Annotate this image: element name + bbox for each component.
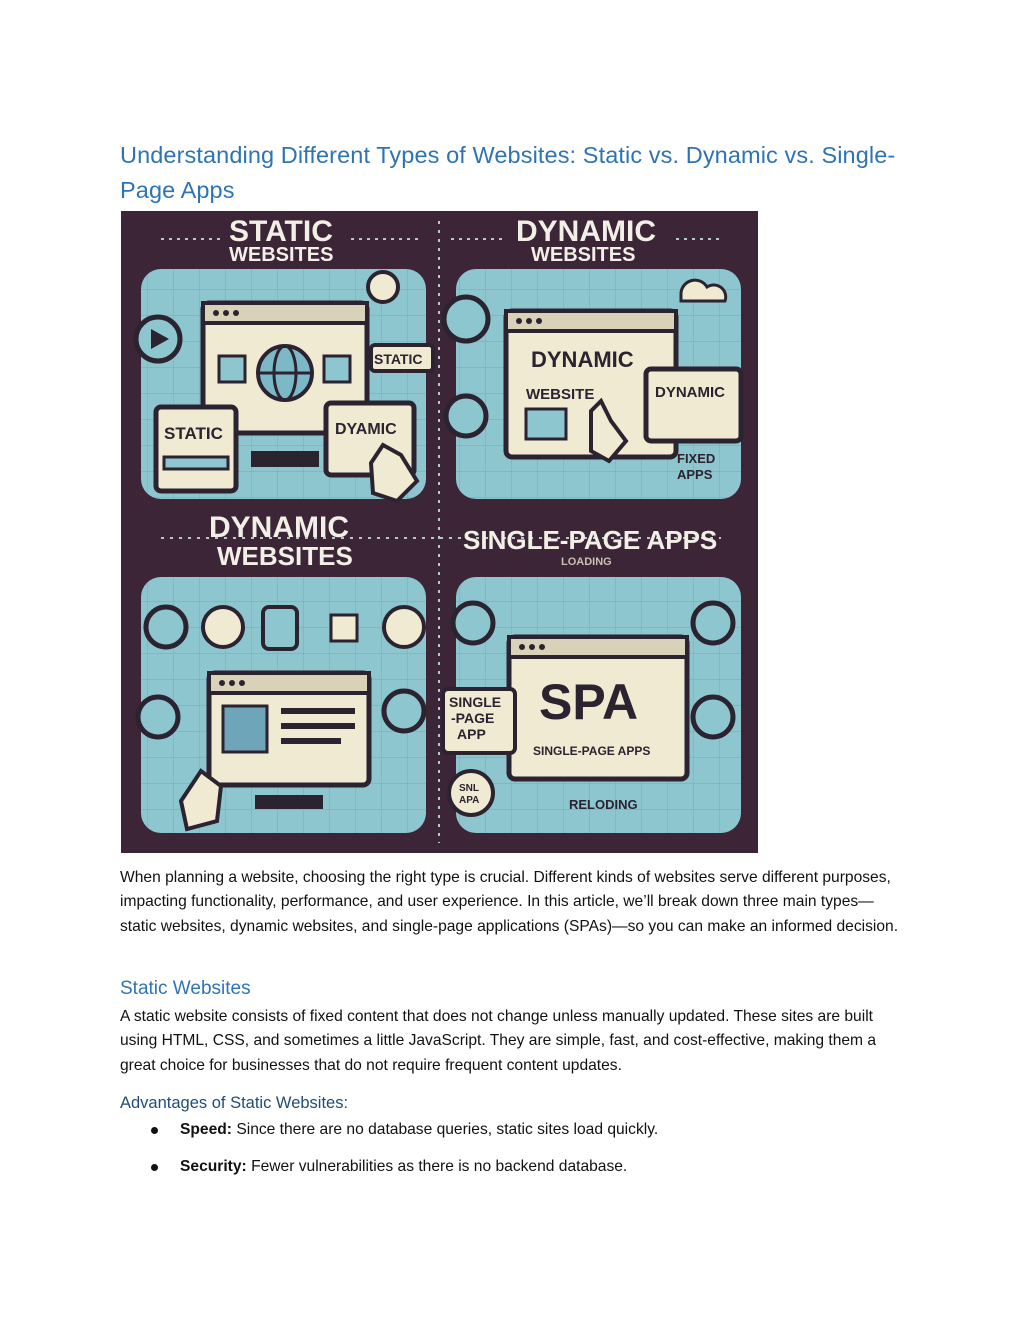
q4-label-app: APP [457,726,486,742]
q2-label-fixed: FIXED [677,451,716,466]
website-types-illustration [121,211,758,853]
advantage-term: Speed: [180,1121,232,1138]
q1-label-dynamic-card: DYAMIC [335,421,397,438]
q2-label-dynamic-card: DYNAMIC [655,384,725,401]
q2-label-dynamic-title: DYNAMIC [531,347,634,372]
aperture-icon [203,607,243,647]
q4-label-single-page-apps: SINGLE-PAGE APPS [533,744,651,758]
bullet-icon [151,1164,158,1171]
play-circle-icon [693,697,733,737]
advantage-term: Security: [180,1158,247,1175]
q3-heading-line1: DYNAMIC [209,511,349,544]
advantage-text: Since there are no database queries, static sites load quickly. [232,1121,659,1138]
q1-label-static-card: STATIC [164,424,223,443]
q4-label-page: -PAGE [451,710,495,726]
list-item [120,1155,910,1179]
arrow-icon [146,607,186,647]
w-logo-icon [453,603,493,643]
q1-heading-line2: WEBSITES [229,244,334,266]
dial-icon [693,603,733,643]
q4-heading-line2: LOADING [561,556,612,568]
static-websites-heading: Static Websites [120,978,251,999]
q2-heading-line1: DYNAMIC [516,215,656,248]
q4-label-reloding: RELODING [569,797,638,812]
q2-label-website: WEBSITE [526,386,595,403]
hero-illustration [121,211,758,853]
css-icon [263,607,297,649]
intro-paragraph: When planning a website, choosing the right type is crucial. Different kinds of websites serve different purposes, impacting functionality, performance, and user experience. In this article, we’ll break down three main types—static websites, dynamic websites, and single-page applications (SPAs)—so you can make an informed decision. [120,869,899,935]
q1-label-static-tag: STATIC [374,351,423,367]
static-websites-paragraph: A static website consists of fixed content that does not change unless manually updated. These sites are built using HTML, CSS, and sometimes a little JavaScript. They are simple, fast, and cost-effective, making them a great choice for businesses that do not require frequent content updates. [120,1008,877,1074]
q3-heading-line2: WEBSITES [217,541,353,571]
advantages-heading: Advantages of Static Websites: [120,1094,349,1112]
record-icon [368,272,398,302]
bullet-icon [151,1127,158,1134]
image-icon [331,615,357,641]
compass-icon [444,297,488,341]
q4-label-snl: SNL [459,783,479,794]
q2-label-apps: APPS [677,467,713,482]
q4-heading-line1: SINGLE-PAGE APPS [463,525,718,555]
list-item [120,1118,910,1142]
q1-heading-line1: STATIC [229,215,333,248]
gear-icon [446,396,486,436]
q4-label-spa: SPA [539,674,639,730]
target-icon [138,697,178,737]
document-title: Understanding Different Types of Websites: Static vs. Dynamic vs. Single-Page Apps [120,142,896,203]
advantage-text: Fewer vulnerabilities as there is no backend database. [246,1158,628,1175]
q4-label-apa: APA [459,795,480,806]
mountain-icon [384,607,424,647]
advantages-list [120,1118,910,1192]
q2-heading-line2: WEBSITES [531,244,636,266]
q4-label-single: SINGLE [449,694,502,710]
circle-icon [384,691,424,731]
